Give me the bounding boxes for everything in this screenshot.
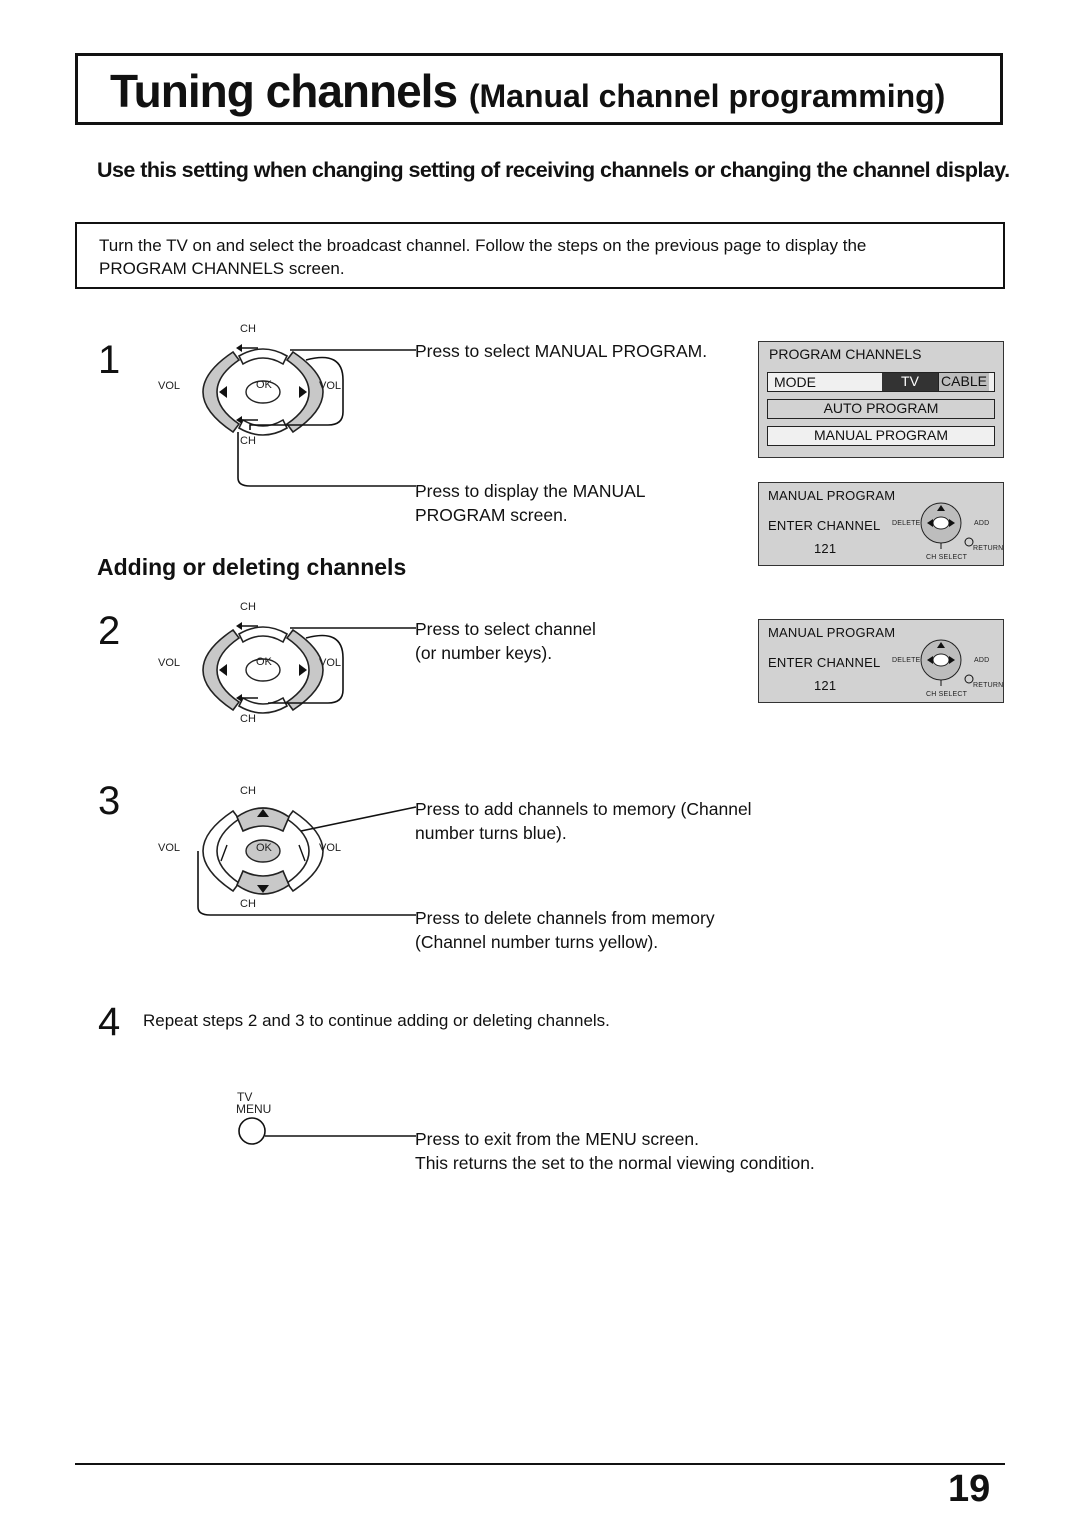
- ch-label: CH: [240, 898, 256, 910]
- step-2-desc-2: (or number keys).: [415, 643, 553, 663]
- osd-manual-program-1: [758, 482, 1004, 566]
- osd-auto-program: AUTO PROGRAM: [767, 399, 995, 419]
- ch-label: CH: [240, 435, 256, 447]
- step-2-desc-1: Press to select channel: [415, 619, 596, 639]
- note-line-2: PROGRAM CHANNELS screen.: [99, 259, 345, 278]
- step-1-desc-bottom-1: Press to display the MANUAL: [415, 481, 646, 501]
- step-3-desc-bottom-1: Press to delete channels from memory: [415, 908, 715, 928]
- vol-label: VOL: [319, 842, 342, 854]
- vol-label: VOL: [158, 657, 181, 669]
- osd-program-channels: [758, 341, 1004, 458]
- step-4-desc: Repeat steps 2 and 3 to continue adding or deleting channels.: [143, 1011, 610, 1030]
- step-1-desc-bottom-2: PROGRAM screen.: [415, 505, 568, 525]
- page-title: [110, 64, 945, 118]
- ch-label: CH: [240, 323, 256, 335]
- osd-ch-select-label: CH SELECT: [926, 691, 968, 698]
- menu-desc-1: Press to exit from the MENU screen.: [415, 1129, 699, 1149]
- osd-return-label: RETURN: [973, 682, 1004, 689]
- step-3-desc-top-1: Press to add channels to memory (Channel: [415, 799, 752, 819]
- menu-button-diagram: [234, 1090, 424, 1160]
- osd-enter-channel: ENTER CHANNEL: [768, 518, 881, 533]
- step-3-desc-bottom-2: (Channel number turns yellow).: [415, 932, 659, 952]
- osd-mode-cable: CABLE: [938, 373, 989, 391]
- osd-manual-title: MANUAL PROGRAM: [768, 625, 896, 640]
- remote-diagram-step-1: [158, 320, 418, 490]
- osd-add-label: ADD: [974, 520, 990, 527]
- osd-ch-select-label: CH SELECT: [926, 554, 968, 561]
- osd-manual-title: MANUAL PROGRAM: [768, 488, 896, 503]
- title-box: [75, 53, 1003, 125]
- ok-label: OK: [256, 379, 272, 391]
- menu-button-icon: [239, 1118, 265, 1144]
- step-1-desc-top: Press to select MANUAL PROGRAM.: [415, 341, 708, 361]
- osd-manual-program: MANUAL PROGRAM: [767, 426, 995, 446]
- osd-add-label: ADD: [974, 657, 990, 664]
- step-3-number: 3: [98, 779, 121, 823]
- osd-return-label: RETURN: [973, 545, 1004, 552]
- page-title-sub: (Manual channel programming): [468, 78, 946, 114]
- osd-delete-label: DELETE: [892, 520, 921, 527]
- osd-manual-program-2: [758, 619, 1004, 703]
- step-4-number: 4: [98, 1000, 121, 1044]
- ch-label: CH: [240, 713, 256, 725]
- remote-diagram-step-3: [158, 785, 418, 920]
- step-3-desc-top-2: number turns blue).: [415, 823, 567, 843]
- remote-diagram-step-2: [158, 598, 418, 728]
- note-box: [75, 222, 1005, 289]
- osd-title: PROGRAM CHANNELS: [769, 346, 922, 362]
- ok-label: OK: [256, 842, 272, 854]
- tv-label: TV: [237, 1090, 253, 1104]
- osd-mode-tv: TV: [882, 373, 938, 391]
- page-title-main: Tuning channels: [110, 65, 458, 117]
- vol-label: VOL: [319, 380, 342, 392]
- footer-rule: [75, 1463, 1005, 1465]
- vol-label: VOL: [158, 380, 181, 392]
- section-heading: Adding or deleting channels: [97, 554, 407, 580]
- osd-delete-label: DELETE: [892, 657, 921, 664]
- step-2-number: 2: [98, 609, 121, 653]
- osd-channel-number: 121: [814, 678, 837, 693]
- page-number: 19: [948, 1468, 991, 1510]
- note-line-1: Turn the TV on and select the broadcast channel. Follow the steps on the previous page to display the: [99, 236, 867, 255]
- ch-label: CH: [240, 785, 256, 797]
- osd-channel-number: 121: [814, 541, 837, 556]
- menu-desc-2: This returns the set to the normal viewing condition.: [415, 1153, 815, 1173]
- step-1-number: 1: [98, 338, 121, 382]
- osd-mode-label: MODE: [774, 374, 816, 390]
- vol-label: VOL: [319, 657, 342, 669]
- ch-label: CH: [240, 601, 256, 613]
- osd-enter-channel: ENTER CHANNEL: [768, 655, 881, 670]
- lead-text: Use this setting when changing setting of receiving channels or changing the channel display.: [97, 158, 1010, 182]
- vol-label: VOL: [158, 842, 181, 854]
- osd-mode-row: [767, 372, 995, 392]
- menu-label: MENU: [236, 1102, 272, 1116]
- ok-label: OK: [256, 656, 272, 668]
